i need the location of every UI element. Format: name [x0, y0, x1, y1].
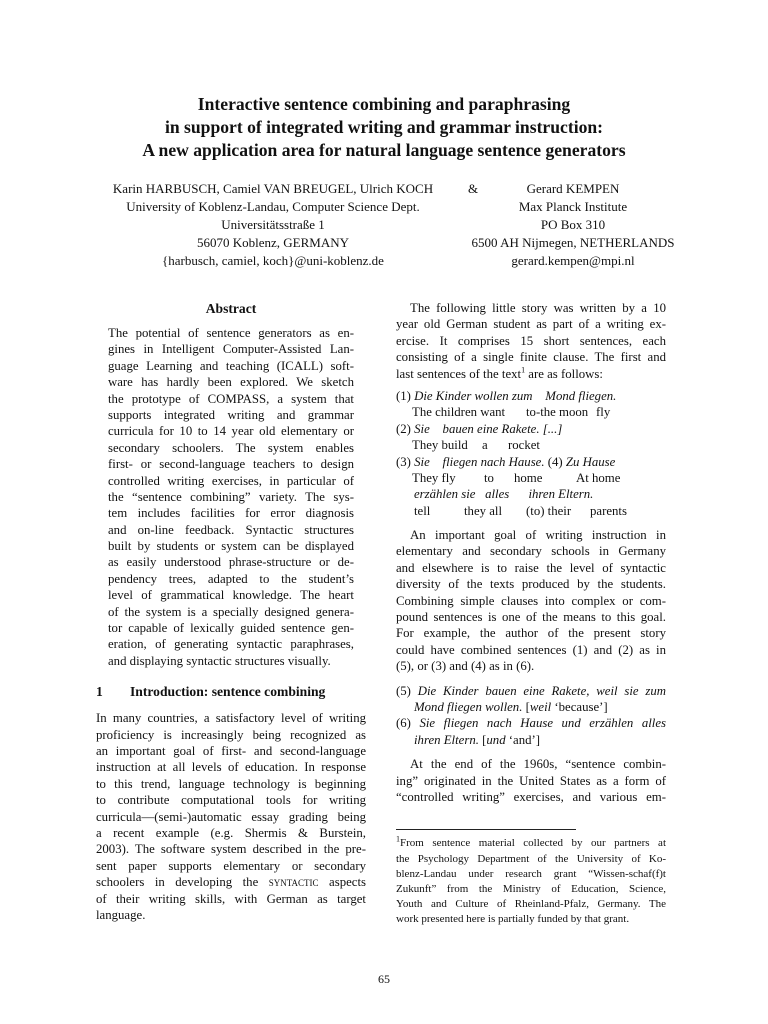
body-line: diversity of the texts produced by the students.: [396, 577, 666, 592]
footnote-line: [396, 836, 666, 851]
body-line: sent paper supports elementary or secondary: [96, 858, 366, 873]
gloss-word: At home: [576, 470, 621, 485]
body-line: ercise. It comprises 15 short sentences, each: [396, 333, 666, 348]
example-german: Sie fliegen nach Hause.: [414, 454, 545, 469]
abstract-line: the “sentence combining” variety. The sys-: [108, 489, 354, 504]
gloss-word: tell: [414, 503, 431, 518]
author-street-left: Universitätsstraße 1: [221, 217, 325, 232]
footnote-number: 1: [396, 834, 400, 844]
gloss-translation: ‘because’]: [551, 699, 608, 714]
body-line-part: aspects: [318, 875, 366, 890]
body-line: pound sentences is one of the means to this goal.: [396, 610, 666, 625]
abstract-line: tor capable of lexically guided sentence gen-: [108, 621, 354, 636]
example-2: [396, 421, 666, 437]
abstract-line: supports integrated writing and grammar: [108, 407, 354, 422]
body-line: ing” originated in the United States as a form of: [396, 773, 666, 788]
abstract-line: level of grammatical knowledge. The heart: [108, 588, 354, 603]
abstract-line: The potential of sentence generators as en-: [108, 326, 354, 340]
section-number: 1: [96, 684, 103, 700]
example-3-4: [396, 454, 666, 470]
body-line: language.: [96, 907, 146, 922]
footnote: [396, 836, 666, 927]
smallcaps-term: syntactic: [268, 875, 319, 890]
example-german: Sie fliegen nach Hause und erzählen alles: [419, 716, 666, 731]
footnote-line: Youth and Culture of Rheinland-Pfalz, Germany. The: [396, 898, 666, 911]
author-block-left: [96, 180, 450, 270]
body-line-part: schoolers in developing the: [96, 875, 259, 890]
body-line: year old German student as part of a writing ex-: [396, 317, 666, 332]
gloss-word: rocket: [508, 438, 540, 453]
body-line: consisting of a single finite clause. The first and: [396, 350, 666, 365]
abstract-line: guage Learning and teaching (ICALL) soft-: [108, 358, 354, 373]
example-4-gloss: [396, 503, 666, 519]
footnote-text: From sentence material collected by our partners at: [400, 837, 666, 850]
gloss-translation: ‘and’]: [505, 732, 541, 747]
gloss-word: fly: [596, 405, 611, 420]
footnote-line: blenz-Landau under research grant “Wissen-schaf(f)t: [396, 867, 666, 880]
body-line: proficiency is increasingly being recognized as: [96, 727, 366, 742]
example-1-gloss: [396, 404, 666, 420]
footnote-marker: 1: [521, 365, 526, 375]
footnote-line: Zukunft” from the Ministry of Education, Science,: [396, 882, 666, 895]
story-intro: [396, 300, 666, 382]
example-german: Zu Hause: [565, 454, 616, 469]
example-german: Mond fliegen wollen.: [414, 699, 523, 714]
author-separator: &: [467, 181, 479, 196]
gloss-word: to-the moon: [526, 405, 589, 420]
abstract-line: and on-line feedback. Syntactic structures: [108, 522, 354, 537]
author-block-right: [466, 180, 680, 270]
example-number: (2): [396, 421, 415, 436]
footnote-rule: [396, 829, 576, 830]
body-line: to contribute computational tools for writing: [96, 793, 366, 808]
author-city-right: 6500 AH Nijmegen, NETHERLANDS: [471, 235, 675, 250]
example-2-gloss: [396, 437, 666, 453]
author-names-left: Karin HARBUSCH, Camiel VAN BREUGEL, Ulrich KOCH: [112, 181, 434, 196]
body-line: (5), or (3) and (4) as in (6).: [396, 659, 535, 674]
gloss-word: a: [482, 438, 488, 453]
abstract-line: eration, of generating syntactic paraphrases,: [108, 637, 354, 652]
body-line: curricula—(semi-)automatic essay grading being: [96, 809, 366, 824]
gloss-word: to: [484, 470, 494, 485]
body-line-part: last sentences of the text: [396, 366, 522, 381]
body-line: elementary and secondary schools in Germany: [396, 544, 666, 559]
body-line: instruction at all levels of education. In response: [96, 760, 366, 775]
example-5: [396, 683, 666, 699]
example-4-continued: [396, 486, 666, 502]
gloss-word: They build: [412, 438, 468, 453]
example-5-continued: [396, 699, 666, 715]
example-block-5-6: [396, 683, 666, 749]
example-6-continued: [396, 732, 666, 748]
gloss-word: The children want: [412, 405, 506, 420]
author-affiliation-left: University of Koblenz-Landau, Computer Science Dept.: [126, 199, 420, 214]
example-number: (5): [396, 683, 418, 698]
author-name-right: Gerard KEMPEN: [526, 181, 620, 196]
abstract-line: gines in Intelligent Computer-Assisted Lan-: [108, 342, 354, 357]
title-line-3: A new application area for natural language sentence generators: [142, 140, 626, 160]
right-column: [396, 300, 666, 927]
example-number: (6): [396, 716, 420, 731]
example-number: (4): [544, 454, 566, 469]
example-block-1-4: [396, 388, 666, 519]
paper-title: [60, 93, 708, 162]
body-line: [96, 874, 366, 890]
body-line: and elsewhere is to raise the level of syntactic: [396, 560, 666, 575]
abstract-line: first- or second-language teachers to design: [108, 457, 354, 472]
abstract-body: [108, 325, 354, 669]
gloss-word: home: [514, 470, 543, 485]
title-line-1: Interactive sentence combining and paraphrasing: [197, 94, 571, 114]
author-email-right: gerard.kempen@mpi.nl: [511, 253, 635, 268]
gloss-bracket: [: [478, 732, 487, 747]
gloss-word: They fly: [412, 470, 456, 485]
body-line: The following little story was written by a 10: [410, 301, 666, 315]
footnote-line: the Psychology Department of the University of Ko-: [396, 852, 666, 865]
body-line: At the end of the 1960s, “sentence combin-: [410, 757, 666, 772]
gloss-word: they all: [464, 503, 503, 518]
body-line: an important goal of first- and second-language: [96, 743, 366, 758]
abstract-line: curricula for 10 to 14 year old elementary or: [108, 424, 354, 439]
page-number: 65: [378, 972, 390, 986]
body-line: Combining simple clauses into complex or com-: [396, 593, 666, 608]
abstract-line: tem includes facilities for error diagnosis: [108, 506, 354, 521]
body-line: In many countries, a satisfactory level of writing: [96, 711, 366, 726]
body-line: could have combined sentences (1) and (2) as in: [396, 642, 666, 657]
abstract-line: as easily understood phrase-structure or de-: [108, 555, 354, 570]
example-3-gloss: [396, 470, 666, 486]
example-german: Die Kinder wollen zum Mond fliegen.: [414, 388, 617, 403]
gloss-word: und: [486, 732, 506, 747]
author-affiliation-right: Max Planck Institute: [518, 199, 628, 214]
body-line: An important goal of writing instruction in: [410, 528, 666, 543]
body-line: to this trend, language technology is beginning: [96, 776, 366, 791]
example-6: [396, 715, 666, 731]
section-heading: [96, 683, 366, 700]
abstract-line: of the system is a specially designed genera-: [108, 604, 354, 619]
footnote-line: work presented here is partially funded by that grant.: [396, 913, 630, 926]
goal-paragraph: [396, 527, 666, 675]
abstract-heading: Abstract: [205, 301, 257, 316]
abstract-line: and displaying syntactic structures visually.: [108, 653, 331, 668]
example-german: ihren Eltern.: [414, 732, 479, 747]
section1-body: [96, 710, 366, 923]
body-line-part: are as follows:: [525, 366, 603, 381]
gloss-bracket: [: [522, 699, 530, 714]
title-line-2: in support of integrated writing and grammar instruction:: [164, 117, 604, 137]
abstract-line: the prototype of COMPASS, a system that: [108, 391, 354, 406]
abstract-line: secondary schoolers. The system enables: [108, 440, 354, 455]
section-title: Introduction: sentence combining: [130, 684, 326, 700]
history-paragraph: [396, 756, 666, 805]
abstract-line: ware has hardly been explored. We sketch: [108, 375, 354, 390]
body-line: of their writing skills, with German as target: [96, 891, 366, 906]
body-line: 2003). The software system described in the pre-: [96, 842, 366, 857]
abstract-line: built by students or system can be displayed: [108, 539, 354, 554]
example-number: (1): [396, 388, 415, 403]
gloss-word: weil: [529, 699, 552, 714]
author-email-left: {harbusch, camiel, koch}@uni-koblenz.de: [162, 253, 384, 268]
gloss-word: (to) their: [526, 503, 572, 518]
author-street-right: PO Box 310: [540, 217, 606, 232]
gloss-word: parents: [590, 503, 627, 518]
example-1: [396, 388, 666, 404]
example-german: Die Kinder bauen eine Rakete, weil sie zum: [417, 683, 666, 698]
body-line: For example, the author of the present story: [396, 626, 666, 641]
example-german: erzählen sie alles ihren Eltern.: [414, 487, 594, 502]
body-line: [396, 366, 666, 382]
body-line: “controlled writing” exercises, and various em-: [396, 789, 666, 804]
example-number: (3): [396, 454, 415, 469]
author-city-left: 56070 Koblenz, GERMANY: [196, 235, 349, 250]
left-column: [96, 300, 366, 923]
abstract-line: pendency trees, adapted to the student’s: [108, 571, 354, 586]
body-line: a recent example (e.g. Shermis & Burstein,: [96, 825, 366, 840]
abstract-line: controlled writing exercises, in particular of: [108, 473, 354, 488]
example-german: Sie bauen eine Rakete. [...]: [414, 421, 563, 436]
